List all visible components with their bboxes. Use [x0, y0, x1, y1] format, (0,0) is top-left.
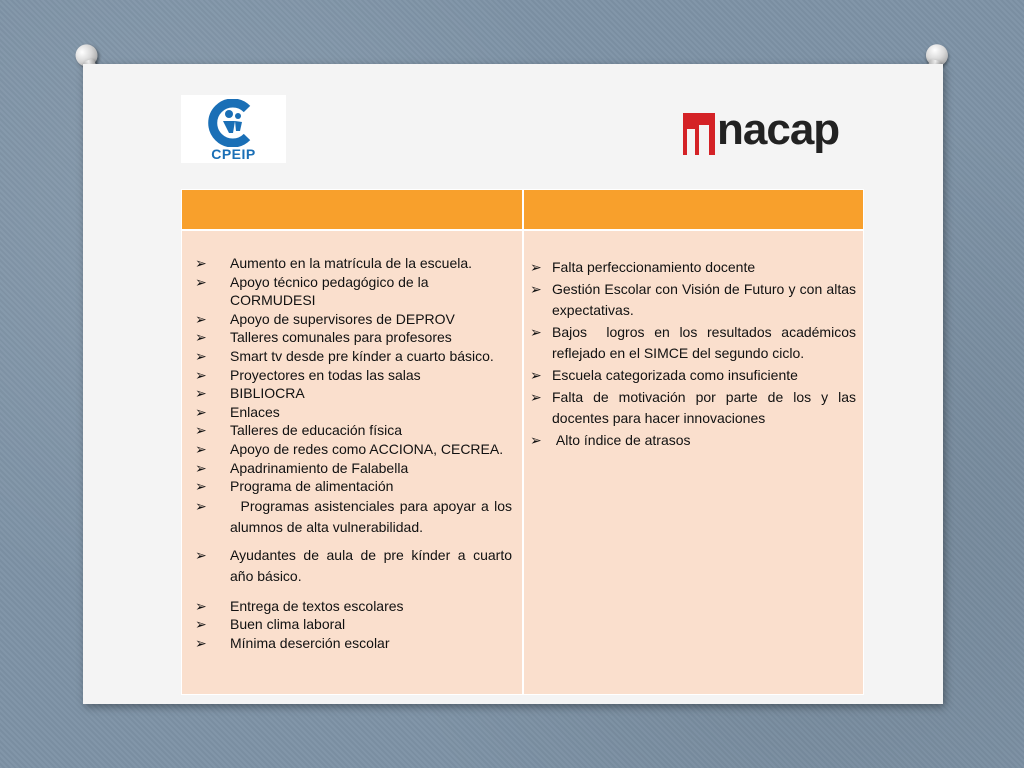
bullet-arrow-icon: ➢	[195, 329, 207, 346]
list-item-text: Escuela categorizada como insuficiente	[552, 366, 798, 383]
list-item	[190, 366, 512, 385]
list-item	[190, 403, 512, 422]
list-item	[190, 273, 512, 310]
list-item	[190, 440, 512, 459]
list-item-text: Buen clima laboral	[230, 616, 346, 633]
list-item-text: Aumento en la matrícula de la escuela.	[230, 255, 473, 271]
list-item	[190, 634, 512, 653]
table-header-left	[181, 189, 523, 230]
bullet-arrow-icon: ➢	[530, 323, 542, 340]
strengths-list	[190, 254, 516, 653]
list-item	[190, 496, 516, 539]
list-item-text: Talleres comunales para profesores	[230, 329, 452, 346]
list-item-text: Ayudantes de aula de pre kínder a cuarto año básico.	[230, 546, 516, 585]
list-item	[190, 545, 516, 588]
bullet-arrow-icon: ➢	[195, 616, 207, 633]
list-item-text: Enlaces	[230, 403, 280, 420]
bullet-arrow-icon: ➢	[195, 310, 207, 327]
list-item	[190, 310, 512, 329]
list-item-text: Talleres de educación física	[230, 422, 402, 439]
inacap-mark-icon	[683, 113, 715, 155]
list-item-text: Programa de alimentación	[230, 478, 394, 495]
list-item	[190, 328, 512, 347]
list-item-text: Apoyo de supervisores de DEPROV	[230, 310, 455, 327]
list-item	[530, 387, 860, 430]
list-item	[530, 279, 860, 322]
bullet-arrow-icon: ➢	[195, 546, 207, 563]
list-item-text: Mínima deserción escolar	[230, 634, 390, 651]
list-item	[190, 421, 512, 440]
bullet-arrow-icon: ➢	[195, 440, 207, 457]
list-item-text: Apoyo de redes como ACCIONA, CECREA.	[230, 440, 504, 457]
list-item	[190, 384, 512, 403]
weaknesses-cell	[523, 230, 864, 695]
bullet-arrow-icon: ➢	[195, 597, 207, 614]
list-item	[190, 597, 512, 616]
weaknesses-list	[530, 257, 860, 451]
list-item	[530, 322, 860, 365]
list-item	[190, 254, 512, 273]
list-item	[530, 430, 856, 452]
cpeip-emblem-icon	[207, 99, 259, 147]
list-item-text: Apadrinamiento de Falabella	[230, 459, 409, 476]
bullet-arrow-icon: ➢	[195, 478, 207, 495]
list-item	[190, 459, 512, 478]
list-item-text: Gestión Escolar con Visión de Futuro y con altas expectativas.	[552, 280, 860, 319]
bullet-arrow-icon: ➢	[195, 366, 207, 383]
bullet-arrow-icon: ➢	[195, 273, 207, 290]
inacap-logo-text: nacap	[717, 105, 840, 154]
table-header-right	[523, 189, 864, 230]
bullet-arrow-icon: ➢	[530, 388, 542, 405]
bullet-arrow-icon: ➢	[530, 366, 542, 383]
list-item-text: Apoyo técnico pedagógico de la CORMUDESI	[230, 273, 433, 309]
list-item-text: Falta perfeccionamiento docente	[552, 259, 756, 275]
bullet-arrow-icon: ➢	[195, 422, 207, 439]
list-item	[190, 615, 512, 634]
strengths-cell	[181, 230, 523, 695]
bullet-arrow-icon: ➢	[195, 255, 207, 271]
list-item-text: Entrega de textos escolares	[230, 597, 404, 614]
cpeip-logo	[181, 95, 286, 163]
bullet-arrow-icon: ➢	[530, 259, 542, 275]
inacap-logo	[683, 105, 875, 163]
bullet-arrow-icon: ➢	[195, 634, 207, 651]
cpeip-logo-text: CPEIP	[211, 146, 256, 162]
bullet-arrow-icon: ➢	[530, 431, 542, 448]
list-item	[530, 365, 856, 387]
bullet-arrow-icon: ➢	[195, 459, 207, 476]
list-item-text: Proyectores en todas las salas	[230, 366, 421, 383]
bullet-arrow-icon: ➢	[530, 280, 542, 297]
list-item-text: Programas asistenciales para apoyar a los alumnos de alta vulnerabilidad.	[230, 497, 516, 536]
list-item-text: Alto índice de atrasos	[552, 431, 691, 448]
list-item-text: BIBLIOCRA	[230, 385, 305, 402]
bullet-arrow-icon: ➢	[195, 347, 207, 364]
bullet-arrow-icon: ➢	[195, 497, 207, 514]
foda-table	[181, 189, 864, 695]
list-item	[190, 477, 512, 496]
bullet-arrow-icon: ➢	[195, 403, 207, 420]
list-item-text: Bajos logros en los resultados académicos reflejado en el SIMCE del segundo ciclo.	[552, 323, 860, 362]
list-item-text: Smart tv desde pre kínder a cuarto básico.	[230, 347, 494, 364]
bullet-arrow-icon: ➢	[195, 385, 207, 402]
list-item	[530, 257, 856, 279]
list-item	[190, 347, 512, 366]
list-item-text: Falta de motivación por parte de los y las docentes para hacer innovaciones	[552, 388, 860, 427]
